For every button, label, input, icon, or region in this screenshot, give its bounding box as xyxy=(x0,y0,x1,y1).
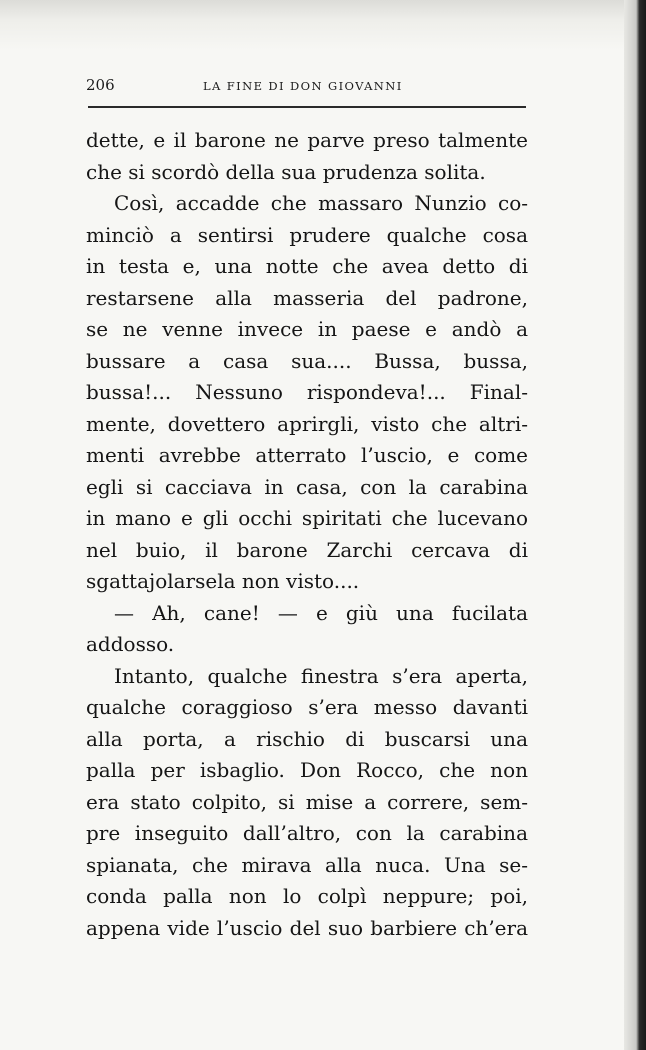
text-line: Così, accadde che massaro Nunzio co- xyxy=(114,191,528,215)
page-top-shading xyxy=(0,0,646,50)
page-right-edge xyxy=(624,0,646,1050)
text-line: qualche coraggioso s’era messo davanti xyxy=(86,695,528,719)
text-line: se ne venne invece in paese e andò a xyxy=(86,317,528,341)
text-line: palla per isbaglio. Don Rocco, che non xyxy=(86,758,528,782)
text-line: nel buio, il barone Zarchi cercava di xyxy=(86,537,528,562)
text-line: mente, dovettero aprirgli, visto che altri- xyxy=(86,411,528,436)
text-line: restarsene alla masseria del padrone, xyxy=(86,285,528,310)
text-line: appena vide l’uscio del suo barbiere ch’era xyxy=(86,915,528,940)
header-rule xyxy=(88,106,526,108)
text-line: minciò a sentirsi prudere qualche cosa xyxy=(86,222,528,247)
text-line: egli si cacciava in casa, con la carabina xyxy=(86,474,528,499)
text-line: conda palla non lo colpì neppure; poi, xyxy=(86,884,528,908)
page-header xyxy=(86,76,526,100)
text-line: Intanto, qualche finestra s’era aperta, xyxy=(114,663,528,688)
running-head: LA FINE DI DON GIOVANNI xyxy=(203,79,403,93)
text-line: sgattajolarsela non visto.... xyxy=(86,569,360,593)
text-line: era stato colpito, si mise a correre, sem- xyxy=(86,789,528,814)
page-number: 206 xyxy=(86,76,115,94)
text-line: spianata, che mirava alla nuca. Una se- xyxy=(86,852,528,877)
body-text xyxy=(86,125,528,944)
text-line: menti avrebbe atterrato l’uscio, e come xyxy=(86,443,528,467)
text-line: bussare a casa sua.... Bussa, bussa, xyxy=(86,348,528,373)
text-line: addosso. xyxy=(86,632,175,656)
text-line: alla porta, a rischio di buscarsi una xyxy=(86,726,528,751)
text-line: — Ah, cane! — e giù una fucilata xyxy=(114,600,528,625)
text-line: dette, e il barone ne parve preso talmente xyxy=(86,128,528,152)
text-line: bussa!... Nessuno rispondeva!... Final- xyxy=(86,380,528,404)
text-line: pre inseguito dall’altro, con la carabina xyxy=(86,821,528,845)
text-line: che si scordò della sua prudenza solita. xyxy=(86,159,486,184)
text-line: in mano e gli occhi spiritati che lucevano xyxy=(86,506,528,530)
text-line: in testa e, una notte che avea detto di xyxy=(86,254,528,278)
